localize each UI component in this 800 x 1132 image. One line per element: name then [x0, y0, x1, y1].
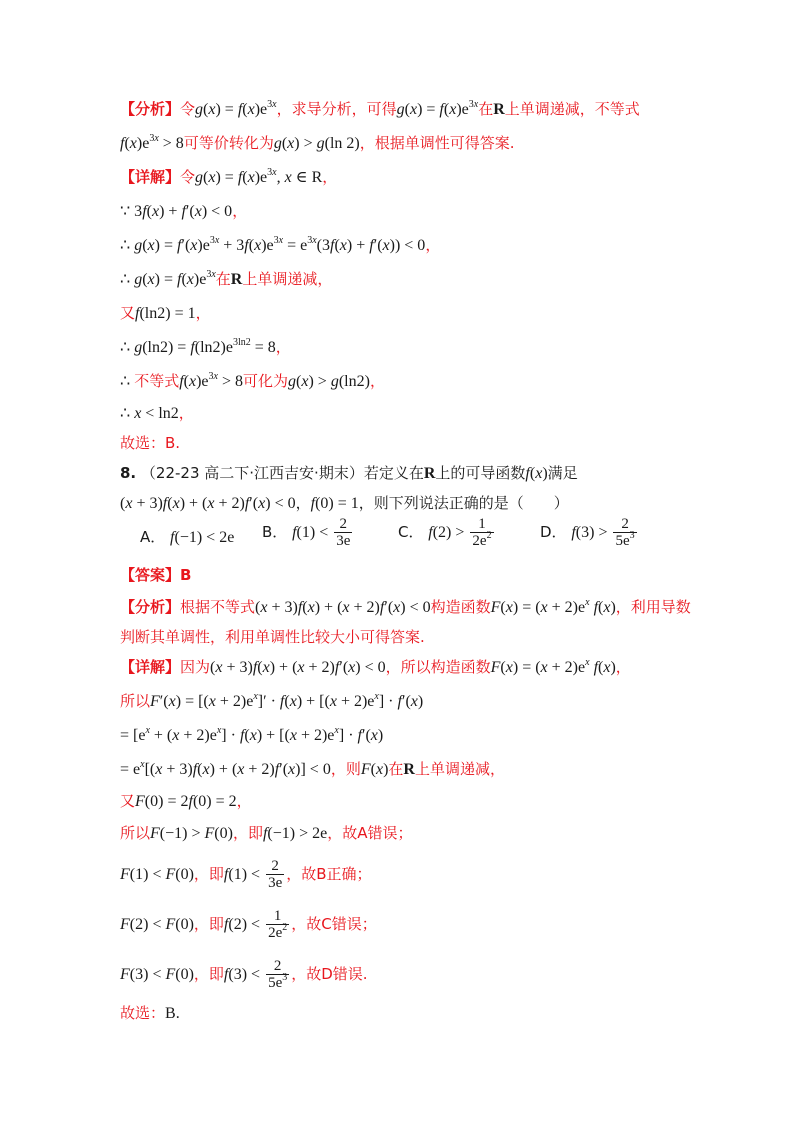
detail2-line-3: = $[e^x + (x + 2)e^x] \cdot f(x) + [(x + 2)e^x] \cdot f'(x)$: [120, 725, 384, 744]
detail2-line-1: 【详解】因为(x + 3)f(x) + (x + 2)f′(x) < 0，所以构造函数$F(x) = (x + 2)e^x$ f(x)，: [120, 657, 631, 676]
detail2-line-2: 所以$F'(x) = [(x + 2)e^x]' \cdot f(x) + [(x + 2)e^x] \cdot f'(x)$: [120, 691, 424, 710]
detail-line-1: 【详解】令$g(x) = f(x)e^{3x}$, x ∈ R，: [120, 167, 338, 186]
detail2-line-5: 又F(0) = 2f(0) = 2，: [120, 792, 252, 810]
question-number: 8.: [120, 464, 137, 482]
answer-line-2: 【答案】B: [120, 566, 192, 584]
question-stem-2: (x + 3)f(x) + (x + 2)f′(x) < 0，f(0) = 1，则下列说法正确的是（ ）: [120, 494, 569, 512]
answer-line-1: 故选：B.: [120, 434, 181, 452]
option-d[interactable]: D． f(3) > $\frac{2}{5e^3}$: [540, 516, 635, 549]
analysis2-line-1: 【分析】根据不等式(x + 3)f(x) + (x + 2)f′(x) < 0构造函数$F(x) = (x + 2)e^x$ f(x)，利用导数: [120, 597, 691, 616]
final-answer: 故选：B.: [120, 1004, 180, 1022]
question-stem-1: 8. （22-23 高二下·江西吉安·期末）若定义在R上的可导函数f(x)满足: [120, 464, 578, 482]
detail2-line-9: F(3) < F(0)，即f(3) < $\frac{2}{5e^3}$ ，故D错误.: [120, 958, 368, 991]
detail-line-7: ∴ 不等式$f(x)e^{3x} > 8$可化为g(x) > g(ln2)，: [120, 371, 385, 390]
analysis-line-2: $f(x)e^{3x} > 8$可等价转化为g(x) > g(ln 2)，根据单调性可得答案.: [120, 133, 515, 152]
detail-line-4: ∴ $g(x) = f(x)e^{3x}$在R上单调递减，: [120, 269, 333, 288]
analysis2-line-2: 判断其单调性，利用单调性比较大小可得答案.: [120, 628, 425, 646]
analysis-tag: 【分析】: [120, 100, 181, 118]
formula-g-def: g: [195, 101, 204, 118]
detail-line-2: ∵ 3f(x) + f′(x) < 0，: [120, 202, 248, 220]
detail2-line-4: = $e^x[(x + 3)f(x) + (x + 2)f'(x)] < 0$，则F(x)在R上单调递减，: [120, 759, 505, 778]
detail-line-8: ∴ x < ln2，: [120, 404, 194, 422]
detail-line-5: 又f(ln2) = 1，: [120, 304, 211, 322]
detail-line-3: ∴ $g(x) = f'(x)e^{3x} + 3f(x)e^{3x} = e^{3x}(3f(x) + f'(x)) < 0$，: [120, 235, 441, 254]
option-c[interactable]: C． f(2) > $\frac{1}{2e^2}$: [398, 516, 492, 549]
option-a[interactable]: A． f(−1) < 2e: [140, 528, 235, 546]
question-source: （22-23 高二下·江西吉安·期末）: [140, 464, 364, 482]
detail-line-6: ∴ $g(\ln 2) = f(\ln 2)e^{3ln2} = 8$，: [120, 337, 291, 356]
detail2-line-7: F(1) < F(0)，即f(1) < $\frac{2}{3e}$ ，故B正确；: [120, 858, 372, 891]
option-b[interactable]: B． f(1) < $\frac{2}{3e}$: [262, 516, 351, 549]
detail2-line-6: 所以F(−1) > F(0)，即f(−1) > 2e，故A错误；: [120, 824, 413, 842]
analysis-line-1: 【分析】令$g(x) = f(x)e^{3x}$，求导分析，可得$g(x) = f(x)e^{3x}$在R上单调递减，不等式: [120, 99, 640, 118]
detail-tag: 【详解】: [120, 168, 181, 186]
detail2-line-8: F(2) < F(0)，即f(2) < $\frac{1}{2e^2}$ ，故C错误；: [120, 908, 377, 941]
